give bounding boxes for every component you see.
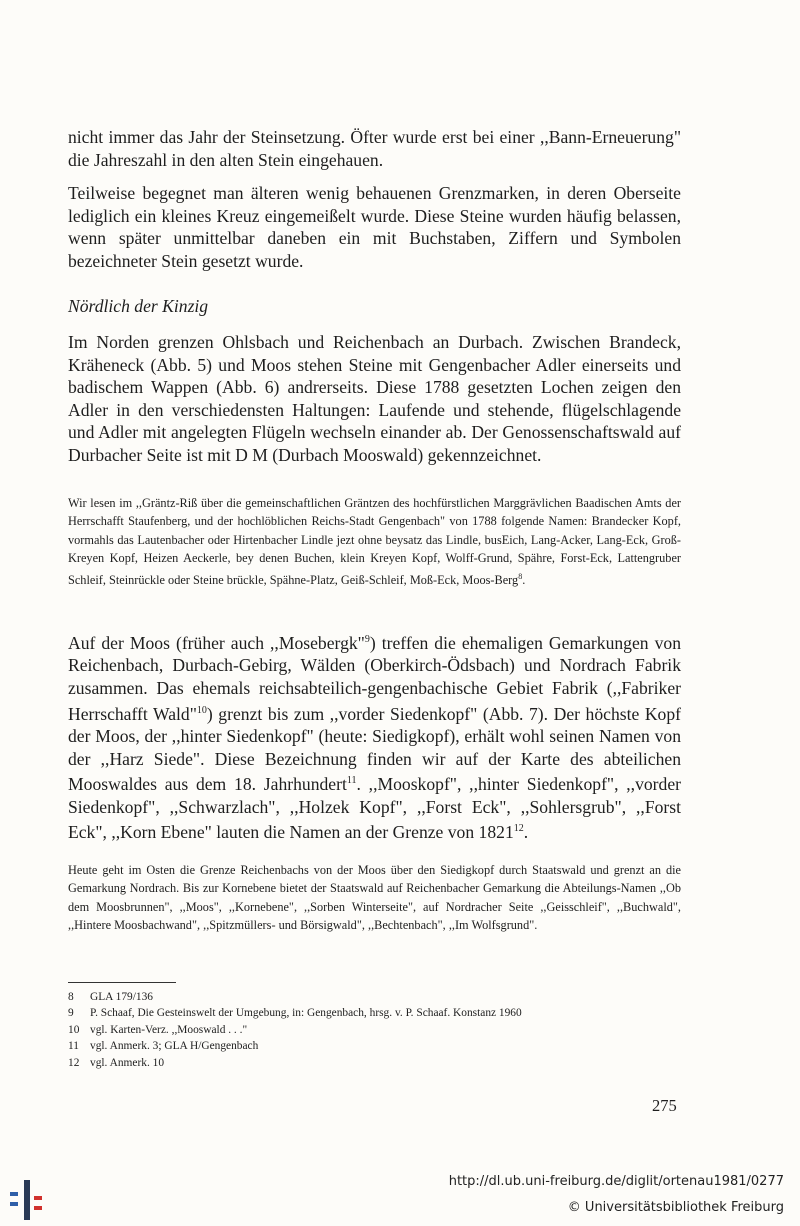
paragraph-4: Auf der Moos (früher auch ,,Mosebergk"$^9$) treffen die ehemaligen Gemarkungen von Reichenbach, Durbach-Gebirg, Wälden (Oberkirch-Ödsbach) und Nordrach Fabrik zusammen. Das ehemals reichsabteilich-gengenbachische Gebiet Fabrik (,,Fabriker Herrschafft Wald"$^{10}$) grenzt bis zum ,,vorder Siedenkopf" (Abb. 7). Der höchste Kopf der Moos, der ,,hinter Siedenkopf" (heute: Siedigkopf), erhält wohl seinen Namen von der ,,Harz Siede". Diese Bezeichnung finden wir auf der Karte des abteilichen Mooswaldes aus dem 18. Jahrhundert$^{11}$. ,,Mooskopf", ,,hinter Siedenkopf", ,,vorder Siedenkopf", ,,Schwarzlach", ,,Holzek Kopf", ,,Forst Eck", ,,Sohlersgrub", ,,Forst Eck", ,,Korn Ebene" lauten die Namen an der Grenze von 1821$^{12}$.	[68, 632, 681, 843]
footnote-ref-11[interactable]: 11	[346, 775, 357, 787]
footnote-number: 10	[68, 1023, 80, 1036]
source-url-link[interactable]: http://dl.ub.uni-freiburg.de/diglit/ortenau1981/0277	[448, 1174, 784, 1189]
footer-bar	[0, 1168, 800, 1226]
paragraph-1: nicht immer das Jahr der Steinsetzung. Öfter wurde erst bei einer ,,Bann-Erneuerung" die Jahreszahl in den alten Stein eingehauen.	[68, 127, 681, 170]
footnote-number: 9	[68, 1007, 74, 1020]
footnote-ref-10[interactable]: 10	[196, 704, 207, 716]
footnote-item	[68, 989, 681, 1005]
footnote-ref-12[interactable]: 12	[513, 823, 524, 835]
footnote-number: 12	[68, 1056, 80, 1069]
footnote-item	[68, 1022, 681, 1038]
footnote-item	[68, 1055, 681, 1071]
copyright-text: © Universitätsbibliothek Freiburg	[567, 1200, 784, 1215]
footnote-text: vgl. Anmerk. 3; GLA H/Gengenbach	[90, 1040, 259, 1053]
footnote-divider	[68, 982, 176, 983]
ub-freiburg-logo-icon[interactable]	[10, 1176, 54, 1222]
footnote-item	[68, 1038, 681, 1054]
footnote-text: vgl. Anmerk. 10	[90, 1056, 165, 1069]
footnote-item	[68, 1005, 681, 1021]
page-number: 275	[652, 1096, 677, 1115]
footnote-ref-9[interactable]: 9	[364, 634, 370, 645]
footnote-text: GLA 179/136	[90, 991, 153, 1003]
footnote-ref-8[interactable]: 8	[518, 571, 523, 581]
footnote-text: P. Schaaf, Die Gesteinswelt der Umgebung, in: Gengenbach, hrsg. v. P. Schaaf. Konstanz 1960	[90, 1007, 522, 1020]
section-heading: Nördlich der Kinzig	[68, 296, 209, 316]
footnote-number: 11	[68, 1040, 79, 1053]
paragraph-3: Im Norden grenzen Ohlsbach und Reichenbach an Durbach. Zwischen Brandeck, Kräheneck (Abb. 5) und Moos stehen Steine mit Gengenbacher Adler einerseits und badischem Wappen (Abb. 6) andrerseits. Diese 1788 gesetzten Lochen zeigen den Adler in den verschiedensten Haltungen: Laufende und stehende, flügelschlagende und Adler mit angelegten Flügeln wechseln einander ab. Der Genossenschaftswald auf Durbacher Seite ist mit D M (Durbach Mooswald) gekennzeichnet.	[68, 332, 681, 465]
small-paragraph-2: Heute geht im Osten die Grenze Reichenbachs von der Moos über den Siedigkopf durch Staatswald und grenzt an die Gemarkung Nordrach. Bis zur Kornebene bietet der Staatswald auf Reichenbacher Gemarkung die Abteilungs-Namen ,,Ob dem Moosbrunnen", ,,Moos", ,,Kornebene", ,,Sorben Winterseite", auf Nordracher Seite ,,Geisschleif", ,,Buchwald", ,,Hintere Moosbachwand", ,,Spitzmüllers- und Börsigwald", ,,Bechtenbach", ,,Im Wolfsgrund".	[68, 863, 681, 933]
footnote-number: 8	[68, 991, 74, 1003]
footnote-text: vgl. Karten-Verz. ,,Mooswald . . ."	[90, 1023, 248, 1036]
paragraph-2: Teilweise begegnet man älteren wenig behauenen Grenzmarken, in deren Oberseite lediglich ein kleines Kreuz eingemeißelt wurde. Diese Steine wurden häufig belassen, wenn später unmittelbar daneben ein mit Buchstaben, Ziffern und Symbolen bezeichneter Stein gesetzt wurde.	[68, 183, 681, 271]
footnote-list	[68, 989, 681, 1071]
small-paragraph-1: Wir lesen im ,,Gräntz-Riß über die gemeinschaftlichen Gräntzen des hochfürstlichen Marggrävlichen Baadischen Amts der Herrschafft Staufenberg, und der hochlöblichen Reichs-Stadt Gengenbach" von 1788 folgende Namen: Brandecker Kopf, vormahls das Lautenbacher oder Hirtenbacher Lindle jezt ohne beysatz das Lindle, busEich, Lang-Acker, Lang-Eck, Groß-Kreyen Kopf, Heizen Aeckerle, bey denen Buchen, klein Kreyen Kopf, Wolff-Grund, Spähre, Forst-Eck, Lattengruber Schleif, Steinrückle oder Steine brückle, Spähne-Platz, Geiß-Schleif, Moß-Eck, Moos-Berg$^8$.	[68, 496, 681, 587]
